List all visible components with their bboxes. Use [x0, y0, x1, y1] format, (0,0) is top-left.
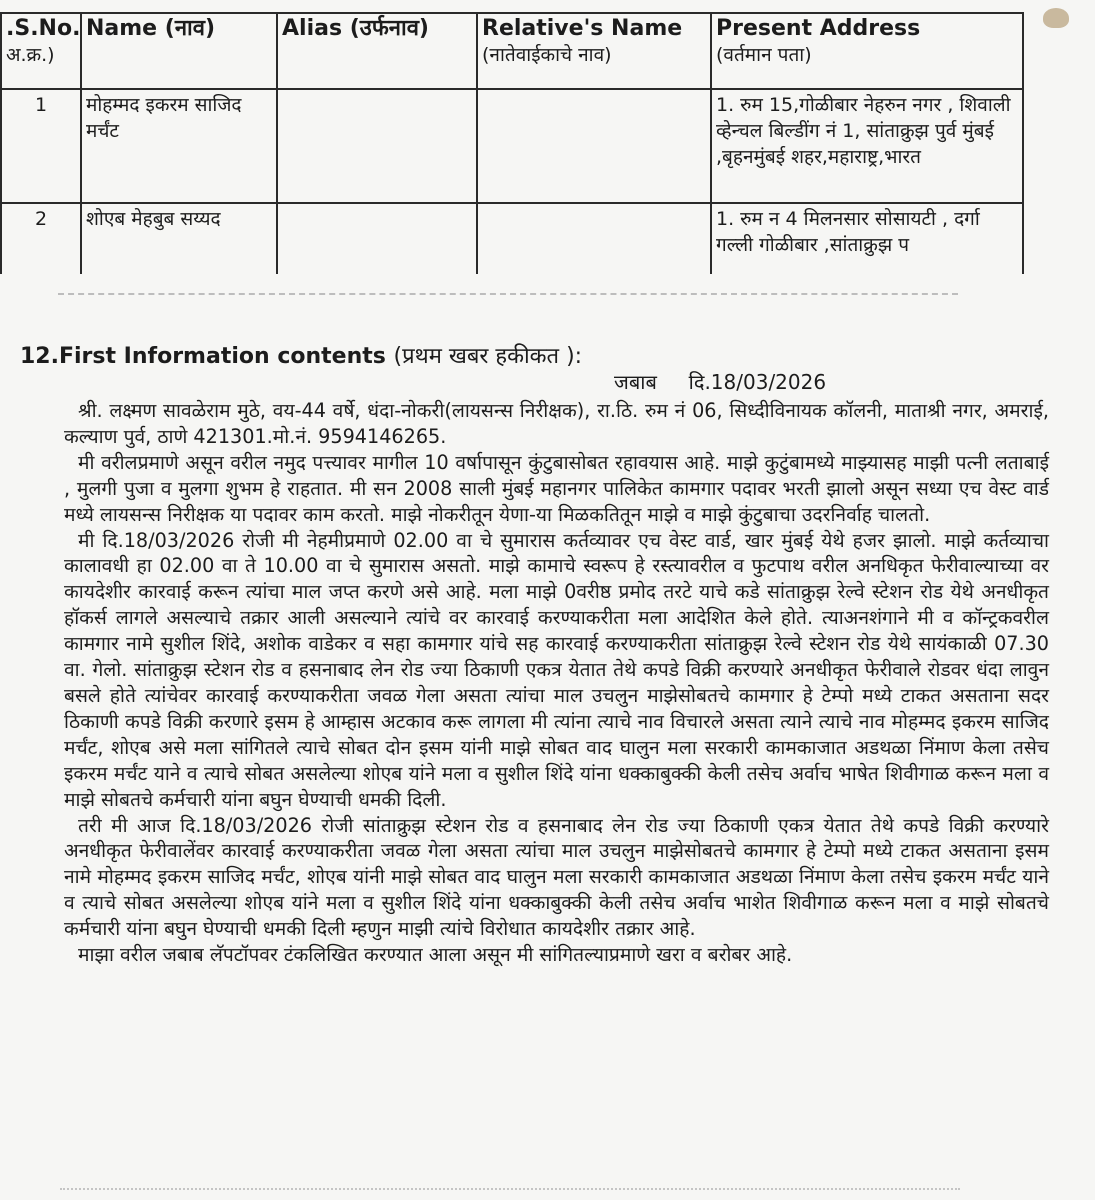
row-relative: [477, 203, 711, 274]
col-address-label: Present Address: [716, 16, 921, 41]
col-relative-sublabel: (नातेवाईकाचे नाव): [482, 44, 612, 66]
row-alias: [277, 89, 477, 203]
row-alias: [277, 203, 477, 274]
row-name: शोएब मेहबुब सय्यद: [81, 203, 277, 274]
col-sno-sublabel: अ.क्र.): [6, 44, 55, 66]
section-divider: [58, 293, 958, 295]
row-name: मोहम्मद इकरम साजिद मर्चंट: [81, 89, 277, 203]
col-sno: [1, 13, 81, 89]
row-relative: [477, 89, 711, 203]
col-name: [81, 13, 277, 89]
col-address-sublabel: (वर्तमान पता): [716, 44, 812, 66]
section-number: 12.: [20, 344, 59, 369]
statement-date: जबाब दि.18/03/2026: [614, 370, 827, 394]
col-alias-label: Alias (उर्फनाव): [282, 16, 429, 41]
section-title-marathi: (प्रथम खबर हकीकत ):: [393, 344, 583, 369]
accused-table: [0, 12, 1024, 274]
statement-body: [64, 398, 1049, 968]
section-heading: [20, 340, 582, 370]
paragraph: मी वरीलप्रमाणे असून वरील नमुद पत्त्यावर मागील 10 वर्षापासून कुंटुबासोबत रहावयास आहे. माझे कुटुंबामध्ये माझ्यासह माझी पत्नी लताबाई , मुलगी पुजा व मुलगा शुभम हे राहतात. मी सन 2008 साली मुंबई महानगर पालिकेत कामगार पदावर भरती झालो असून सध्या एच वेस्ट वार्ड मध्ये लायसन्स निरीक्षक या पदावर काम करतो. माझे नोकरीतून येणा-या मिळकतितून माझे व माझे कुंटुबाचा उदरनिर्वाह चालतो.: [64, 450, 1049, 526]
table-row: [1, 203, 1023, 274]
col-address: [711, 13, 1023, 89]
col-name-label: Name (नाव): [86, 16, 216, 41]
section-title: First Information contents: [58, 344, 386, 369]
row-address: 1. रुम 15,गोळीबार नेहरुन नगर , शिवाली व्हेन्चल बिल्डींग नं 1, सांताक्रुझ पुर्व मुंबई ,बृहनमुंबई शहर,महाराष्ट्र,भारत: [711, 89, 1023, 203]
col-relative-label: Relative's Name: [482, 16, 683, 41]
col-sno-label: .S.No.: [6, 16, 81, 41]
col-alias: [277, 13, 477, 89]
paragraph: मी दि.18/03/2026 रोजी मी नेहमीप्रमाणे 02.00 वा चे सुमारास कर्तव्यावर एच वेस्ट वार्ड, खार मुंबई येथे हजर झालो. माझे कर्तव्याचा कालावधी हा 02.00 वा ते 10.00 वा चे सुमारास असतो. माझे कामाचे स्वरूप हे रस्त्यावरील व फुटपाथ वरील अनधिकृत फेरीवाल्याच्या वर कायदेशीर कारवाई करून त्यांचा माल जप्त करणे असे आहे. मला माझे 0वरीष्ठ प्रमोद तरटे याचे कडे सांताक्रुझ रेल्वे स्टेशन रोड येथे अनधीकृत हॉकर्स लागले असल्याचे तक्रार आली असल्याने त्यांचे वर कारवाई करण्याकरीता मला आदेशित केले होते. त्याअनशंगाने मी व कॉन्ट्रकवरील कामगार नामे सुशील शिंदे, अशोक वाडेकर व सहा कामगार यांचे सह कारवाई करण्याकरीता सांताक्रुझ रेल्वे स्टेशन रोड येथे सायंकाळी 07.30 वा. गेलो. सांताक्रुझ स्टेशन रोड व हसनाबाद लेन रोड ज्या ठिकाणी एकत्र येतात तेथे कपडे विक्री करण्यारे अनधीकृत फेरीवाले रोडवर धंदा लावुन बसले होते त्यांचेवर कारवाई करण्याकरीता जवळ गेला असता त्यांचा माल उचलुन माझेसोबतचे कामगार हे टेम्पो मध्ये टाकत असताना सदर ठिकाणी कपडे विक्री करणारे इसम हे आम्हास अटकाव करू लागला मी त्यांना त्याचे नाव विचारले असता त्याने त्याचे नाव मोहम्मद इकरम साजिद मर्चंट, शोएब असे मला सांगितले त्याचे सोबत दोन इसम यांनी माझे सोबत वाद घालुन मला सरकारी कामकाजात अडथळा निंमाण केला तसेच इकरम मर्चंट याने व त्याचे सोबत असलेल्या शोएब यांने मला व सुशील शिंदे यांना धक्काबुक्की केली तसेच अर्वाच भाषेत शिवीगाळ करून मला व माझे सोबतचे कर्मचारी यांना बघुन घेण्याची धमकी दिली.: [64, 528, 1049, 811]
row-address: 1. रुम न 4 मिलनसार सोसायटी , दर्गा गल्ली गोळीबार ,सांताक्रुझ प: [711, 203, 1023, 274]
paragraph: माझा वरील जबाब लॅपटॉपवर टंकलिखित करण्यात आला असून मी सांगितल्याप्रमाणे खरा व बरोबर आहे.: [78, 943, 793, 967]
paper-clip-mark: [1043, 8, 1069, 28]
page-bottom-edge: [60, 1188, 960, 1190]
table-header-row: [1, 13, 1023, 89]
col-relative: [477, 13, 711, 89]
table-row: [1, 89, 1023, 203]
row-sno: 2: [1, 203, 81, 274]
row-sno: 1: [1, 89, 81, 203]
paragraph: तरी मी आज दि.18/03/2026 रोजी सांताक्रुझ स्टेशन रोड व हसनाबाद लेन रोड ज्या ठिकाणी एकत्र येतात तेथे कपडे विक्री करण्यारे अनधीकृत फेरीवालेंवर कारवाई करण्याकरीता जवळ गेला असता त्यांचा माल उचलुन माझेसोबतचे कामगार हे टेम्पो मध्ये टाकत असताना इसम नामे मोहम्मद इकरम साजिद मर्चंट, शोएब यांनी माझे सोबत वाद घालुन मला सरकारी कामकाजात अडथळा निंमाण केला तसेच इकरम मर्चंट याने व त्याचे सोबत असलेल्या शोएब यांने मला व सुशील शिंदे यांना धक्काबुक्की केली तसेच अर्वाच भाशेत शिवीगाळ करून मला व माझे सोबतचे कर्मचारी यांना बघुन घेण्याची धमकी दिली म्हणुन माझी त्यांचे विरोधात कायदेशीर तक्रार आहे.: [64, 813, 1049, 941]
paragraph: श्री. लक्ष्मण सावळेराम मुठे, वय-44 वर्षे, धंदा-नोकरी(लायसन्स निरीक्षक), रा.ठि. रुम नं 06, सिध्दीविनायक कॉलनी, माताश्री नगर, अमराई, कल्याण पुर्व, ठाणे 421301.मो.नं. 9594146265.: [64, 399, 1049, 448]
